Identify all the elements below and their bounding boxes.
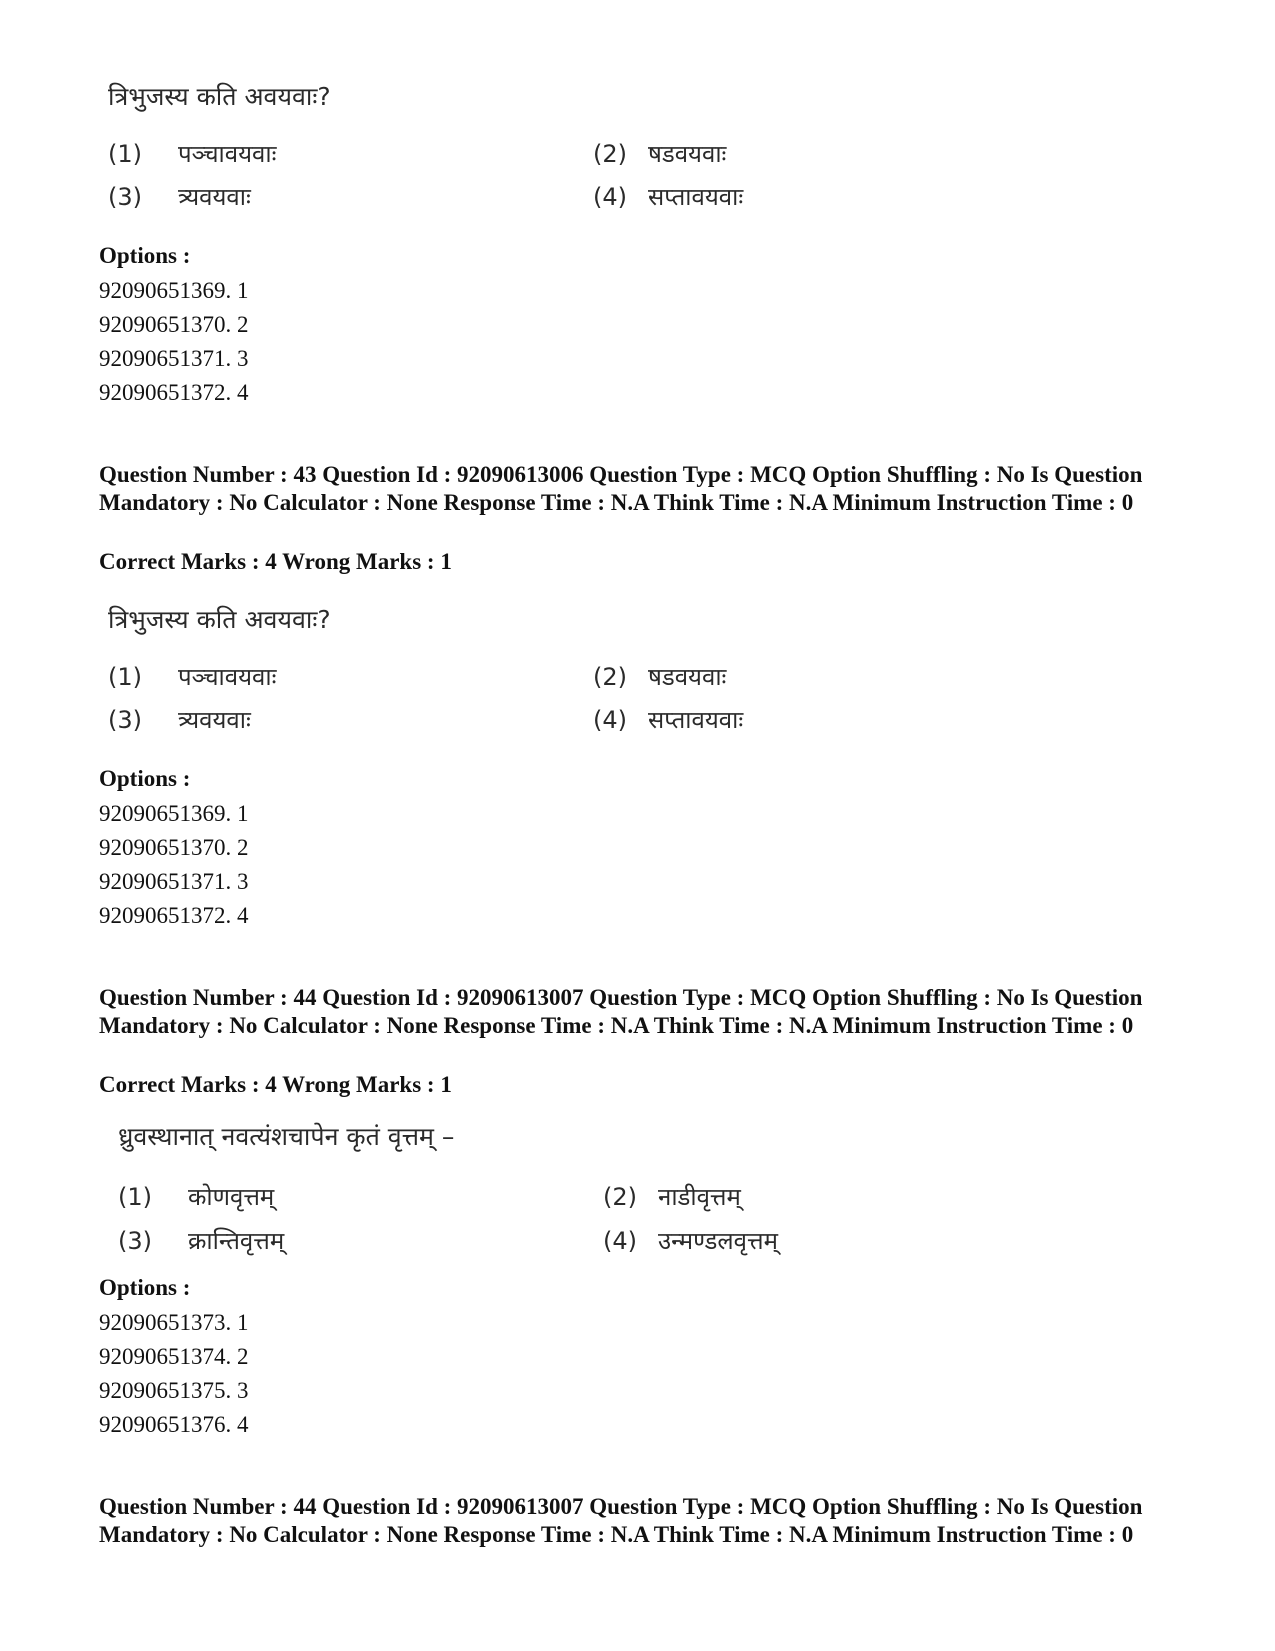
choice-text: षडवयवाः [648,663,727,691]
options-list [99,1306,249,1442]
choice-4 [593,703,743,736]
question-meta: Question Number : 44 Question Id : 92090613007 Question Type : MCQ Option Shuffling : No Is Question Mandatory : No Calculator : None Response Time : N.A Think Time : N.A Minimum Instruction Time : 0 [99,985,1143,1038]
choice-1 [108,137,276,170]
option-item: 92090651370. 2 [99,312,249,337]
choice-number: (2) [593,663,627,691]
choice-text: सप्तावयवाः [648,706,744,734]
choice-2 [603,1180,741,1213]
options-label: Options : [99,1275,191,1300]
option-item: 92090651371. 3 [99,346,249,371]
choice-3 [118,1224,284,1257]
question-stem: ध्रुवस्थानात् नवत्यंशचापेन कृतं वृत्तम् – [118,1122,455,1151]
choice-3 [108,180,251,213]
choice-2 [593,660,726,693]
options-list [99,274,249,410]
choice-text: त्र्यवयवाः [178,706,251,734]
question-figure [118,1120,838,1255]
choice-4 [593,180,743,213]
marks-line: Correct Marks : 4 Wrong Marks : 1 [99,1072,452,1097]
choice-2 [593,137,726,170]
question-figure [108,603,808,733]
choice-text: पञ्चावयवाः [178,663,277,691]
option-item: 92090651370. 2 [99,835,249,860]
option-item: 92090651372. 4 [99,903,249,928]
choice-text: षडवयवाः [648,140,727,168]
choice-text: कोणवृत्तम् [188,1183,275,1211]
choice-number: (1) [118,1183,152,1211]
choice-number: (4) [593,183,627,211]
question-figure [108,80,808,210]
choice-text: नाडीवृत्तम् [658,1183,741,1211]
marks-line: Correct Marks : 4 Wrong Marks : 1 [99,549,452,574]
option-item: 92090651373. 1 [99,1310,249,1335]
choice-text: पञ्चावयवाः [178,140,277,168]
choice-text: क्रान्तिवृत्तम् [188,1227,285,1255]
choice-number: (3) [118,1227,152,1255]
option-item: 92090651369. 1 [99,801,249,826]
choice-number: (3) [108,706,142,734]
choice-1 [118,1180,274,1213]
choice-number: (4) [593,706,627,734]
choice-text: त्र्यवयवाः [178,183,251,211]
choice-1 [108,660,276,693]
option-item: 92090651375. 3 [99,1378,249,1403]
options-label: Options : [99,766,191,791]
choice-4 [603,1224,778,1257]
choice-number: (1) [108,663,142,691]
option-item: 92090651369. 1 [99,278,249,303]
question-stem: त्रिभुजस्य कति अवयवाः? [108,82,331,111]
choice-number: (3) [108,183,142,211]
choice-number: (2) [593,140,627,168]
choice-text: उन्मण्डलवृत्तम् [658,1227,778,1255]
choice-number: (2) [603,1183,637,1211]
choice-number: (4) [603,1227,637,1255]
question-meta: Question Number : 44 Question Id : 92090613007 Question Type : MCQ Option Shuffling : No Is Question Mandatory : No Calculator : None Response Time : N.A Think Time : N.A Minimum Instruction Time : 0 [99,1494,1143,1547]
question-meta: Question Number : 43 Question Id : 92090613006 Question Type : MCQ Option Shuffling : No Is Question Mandatory : No Calculator : None Response Time : N.A Think Time : N.A Minimum Instruction Time : 0 [99,462,1143,515]
question-stem: त्रिभुजस्य कति अवयवाः? [108,605,331,634]
options-list [99,797,249,933]
option-item: 92090651371. 3 [99,869,249,894]
option-item: 92090651376. 4 [99,1412,249,1437]
option-item: 92090651374. 2 [99,1344,249,1369]
choice-text: सप्तावयवाः [648,183,744,211]
choice-number: (1) [108,140,142,168]
choice-3 [108,703,251,736]
option-item: 92090651372. 4 [99,380,249,405]
options-label: Options : [99,243,191,268]
